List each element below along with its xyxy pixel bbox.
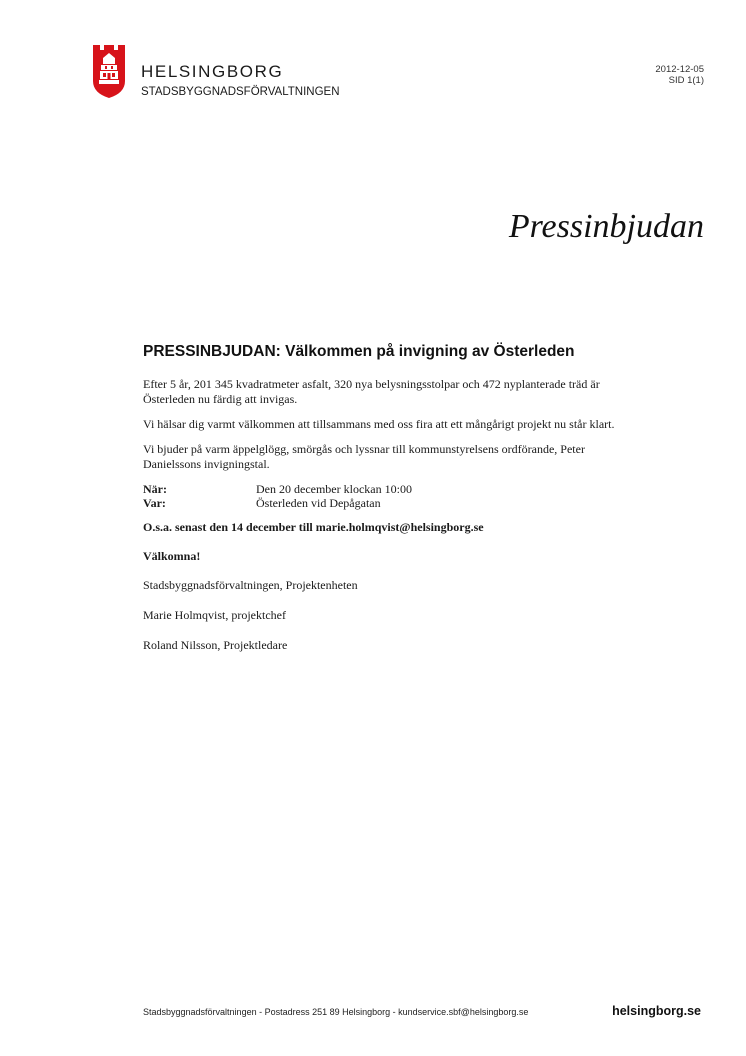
detail-label: Var: — [143, 496, 166, 510]
page-number: SID 1(1) — [668, 75, 704, 86]
rsvp-line: O.s.a. senast den 14 december till marie.holmqvist@helsingborg.se — [143, 520, 484, 534]
signature-line: Roland Nilsson, Projektledare — [143, 638, 288, 652]
document-meta — [655, 64, 704, 86]
document-type-title: Pressinbjudan — [508, 208, 704, 245]
paragraph: Efter 5 år, 201 345 kvadratmeter asfalt, 320 nya belysningsstolpar och 472 nyplanterade träd är Österleden nu färdig att invigas. — [143, 377, 600, 406]
detail-label: När: — [143, 482, 167, 496]
footer-address: Stadsbyggnadsförvaltningen - Postadress 251 89 Helsingborg - kundservice.sbf@helsingborg.se — [143, 1007, 529, 1017]
welcome-line: Välkomna! — [143, 549, 201, 563]
detail-value: Österleden vid Depågatan — [256, 496, 381, 510]
signature-line: Marie Holmqvist, projektchef — [143, 608, 286, 622]
document-body — [143, 343, 623, 668]
event-details — [143, 482, 623, 510]
department-name: STADSBYGGNADSFÖRVALTNINGEN — [141, 86, 340, 98]
paragraph: Vi bjuder på varm äppelglögg, smörgås och lyssnar till kommunstyrelsens ordförande, Peter Danielssons invigningstal. — [143, 442, 585, 471]
document-date: 2012-12-05 — [655, 64, 704, 75]
detail-row-when — [143, 482, 623, 496]
footer-website: helsingborg.se — [612, 1004, 701, 1018]
detail-value: Den 20 december klockan 10:00 — [256, 482, 412, 496]
org-name: HELSINGBORG — [141, 62, 284, 81]
helsingborg-crest-icon — [92, 44, 126, 99]
page-heading: PRESSINBJUDAN: Välkommen på invigning av Österleden — [143, 343, 575, 360]
signature-line: Stadsbyggnadsförvaltningen, Projektenheten — [143, 578, 358, 592]
paragraph: Vi hälsar dig varmt välkommen att tillsammans med oss fira att ett mångårigt projekt nu står klart. — [143, 417, 615, 431]
detail-row-where — [143, 496, 623, 510]
